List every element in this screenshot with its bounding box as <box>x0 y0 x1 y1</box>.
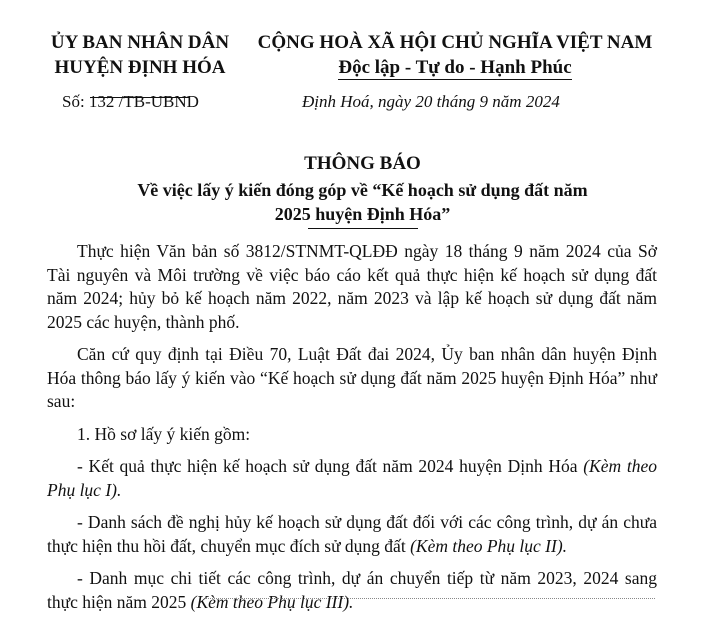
page-fold-line <box>205 598 655 599</box>
list-item <box>47 567 657 614</box>
subject-line-2: 2025 huyện Định Hóa” <box>274 204 451 224</box>
motto: Độc lập - Tự do - Hạnh Phúc <box>338 57 572 78</box>
notice-subject <box>0 178 725 229</box>
subject-underline <box>308 228 418 229</box>
item-3-note: (Kèm theo Phụ lục III). <box>190 591 354 612</box>
place-and-date: Định Hoá, ngày 20 tháng 9 năm 2024 <box>302 92 560 111</box>
item-3-text: - Danh mục chi tiết các công trình, dự án chuyển tiếp từ năm 2023, 2024 sang thực hiện năm 2025 <box>47 568 657 612</box>
org-line-2: HUYỆN ĐỊNH HÓA <box>54 57 226 78</box>
notice-heading: THÔNG BÁO <box>304 153 421 174</box>
national-header <box>250 30 660 80</box>
subject-line-1: Về việc lấy ý kiến đóng góp về “Kế hoạch sử dụng đất năm <box>137 180 588 200</box>
document-number: Số: 132 /TB-UBND <box>62 92 199 111</box>
country-name: CỘNG HOÀ XÃ HỘI CHỦ NGHĨA VIỆT NAM <box>257 32 653 53</box>
org-line-1: ỦY BAN NHÂN DÂN <box>50 32 230 53</box>
list-item <box>47 455 657 502</box>
item-1-text: - Kết quả thực hiện kế hoạch sử dụng đất năm 2024 huyện Dịnh Hóa <box>77 456 584 476</box>
paragraph-legal-basis: Căn cứ quy định tại Điều 70, Luật Đất đai 2024, Ủy ban nhân dân huyện Định Hóa thông báo lấy ý kiến vào “Kế hoạch sử dụng đất năm 2025 huyện Định Hóa” như sau: <box>47 344 657 411</box>
item-1-note: (Kèm theo Phụ lục I). <box>47 456 657 500</box>
list-item <box>47 511 657 558</box>
section-documents-heading: 1. Hồ sơ lấy ý kiến gồm: <box>77 423 251 444</box>
item-2-note: (Kèm theo Phụ lục II). <box>410 535 568 556</box>
paragraph-basis: Thực hiện Văn bản số 3812/STNMT-QLĐĐ ngày 18 tháng 9 năm 2024 của Sở Tài nguyên và Môi trường về việc báo cáo kết quả thực hiện kế hoạch sử dụng đất năm 2024; hủy bỏ kế hoạch năm 2022, năm 2023 và lập kế hoạch sử dụng đất năm 2025 các huyện, thành phố. <box>47 241 657 332</box>
notice-body <box>47 240 657 623</box>
item-2-text: - Danh sách đề nghị hủy kế hoạch sử dụng đất đối với các công trình, dự án chưa thực hiện thu hồi đất, chuyển mục đích sử dụng đất <box>47 512 657 556</box>
